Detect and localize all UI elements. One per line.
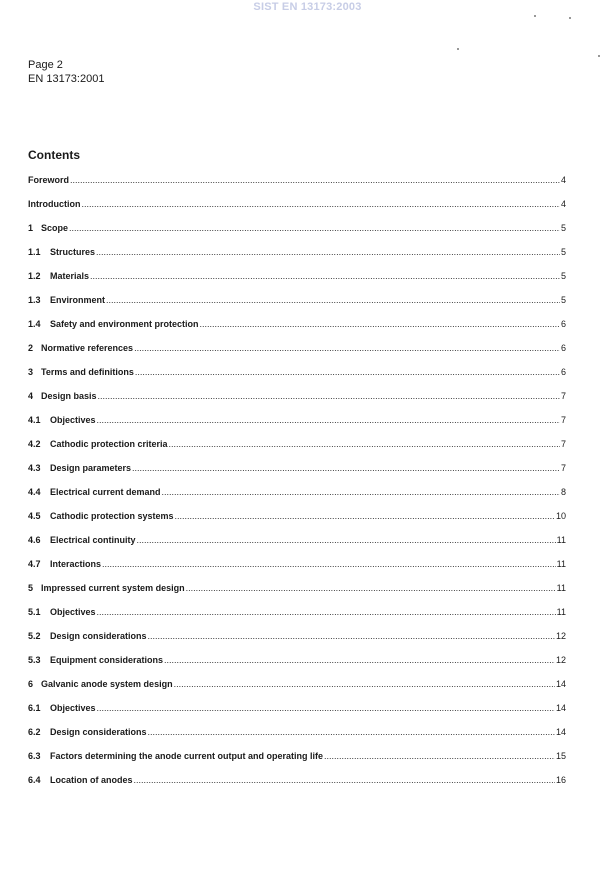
toc-entry-number: 6 bbox=[28, 679, 34, 689]
toc-entry[interactable] bbox=[28, 775, 566, 799]
toc-entry[interactable] bbox=[28, 487, 566, 511]
toc-entry-title: Cathodic protection criteria bbox=[50, 439, 168, 449]
toc-entry[interactable] bbox=[28, 391, 566, 415]
toc-entry-number: 5 bbox=[28, 583, 34, 593]
toc-entry-page: 4 bbox=[560, 175, 566, 185]
toc-dot-leader bbox=[69, 223, 560, 233]
toc-entry-number: 4.1 bbox=[28, 415, 41, 425]
toc-entry-title: Safety and environment protection bbox=[50, 319, 199, 329]
page-number: Page 2 bbox=[28, 59, 63, 71]
toc-entry-number: 4.7 bbox=[28, 559, 41, 569]
toc-entry-number: 6.4 bbox=[28, 775, 41, 785]
toc-entry-page: 10 bbox=[555, 511, 566, 521]
toc-entry[interactable] bbox=[28, 727, 566, 751]
toc-dot-leader bbox=[175, 511, 555, 521]
toc-entry-title: Cathodic protection systems bbox=[50, 511, 174, 521]
toc-entry-page: 16 bbox=[555, 775, 566, 785]
toc-entry-page: 6 bbox=[560, 367, 566, 377]
toc-entry-page: 11 bbox=[556, 583, 566, 593]
toc-entry[interactable] bbox=[28, 343, 566, 367]
toc-entry-page: 14 bbox=[555, 727, 566, 737]
scan-speck bbox=[569, 17, 571, 19]
toc-entry-number: 5.3 bbox=[28, 655, 41, 665]
toc-dot-leader bbox=[134, 343, 560, 353]
toc-entry[interactable] bbox=[28, 751, 566, 775]
toc-entry-title: Electrical current demand bbox=[50, 487, 161, 497]
toc-entry[interactable] bbox=[28, 535, 566, 559]
toc-dot-leader bbox=[169, 439, 560, 449]
toc-entry[interactable] bbox=[28, 439, 566, 463]
toc-entry-title: Terms and definitions bbox=[41, 367, 134, 377]
toc-dot-leader bbox=[134, 775, 555, 785]
toc-entry-title: Normative references bbox=[41, 343, 134, 353]
scan-speck bbox=[598, 55, 600, 57]
toc-entry-title: Foreword bbox=[28, 175, 70, 185]
toc-entry-title: Design basis bbox=[41, 391, 97, 401]
toc-entry-number: 3 bbox=[28, 367, 34, 377]
toc-entry[interactable] bbox=[28, 367, 566, 391]
toc-entry-title: Equipment considerations bbox=[50, 655, 164, 665]
toc-dot-leader bbox=[90, 271, 560, 281]
toc-dot-leader bbox=[106, 295, 560, 305]
toc-entry[interactable] bbox=[28, 271, 566, 295]
toc-entry[interactable] bbox=[28, 583, 566, 607]
toc-entry-number: 4.4 bbox=[28, 487, 41, 497]
toc-entry-number: 1.3 bbox=[28, 295, 41, 305]
toc-entry-number: 4.5 bbox=[28, 511, 41, 521]
toc-dot-leader bbox=[132, 463, 560, 473]
toc-entry-number: 1 bbox=[28, 223, 34, 233]
toc-entry-title: Materials bbox=[50, 271, 90, 281]
toc-entry-title: Location of anodes bbox=[50, 775, 133, 785]
toc-entry-number: 2 bbox=[28, 343, 34, 353]
toc-entry-number: 6.1 bbox=[28, 703, 41, 713]
toc-entry[interactable] bbox=[28, 607, 566, 631]
toc-dot-leader bbox=[70, 175, 560, 185]
document-id: EN 13173:2001 bbox=[28, 73, 105, 85]
toc-entry-title: Introduction bbox=[28, 199, 81, 209]
toc-entry[interactable] bbox=[28, 199, 566, 223]
toc-entry-page: 11 bbox=[556, 559, 566, 569]
toc-entry[interactable] bbox=[28, 319, 566, 343]
contents-heading: Contents bbox=[28, 148, 80, 162]
toc-entry-number: 6.2 bbox=[28, 727, 41, 737]
toc-entry-page: 15 bbox=[555, 751, 566, 761]
toc-entry-title: Design considerations bbox=[50, 727, 147, 737]
toc-dot-leader bbox=[186, 583, 556, 593]
toc-dot-leader bbox=[162, 487, 560, 497]
toc-entry-page: 5 bbox=[560, 271, 566, 281]
toc-entry-number: 4.2 bbox=[28, 439, 41, 449]
toc-entry-title: Objectives bbox=[50, 415, 96, 425]
toc-entry-page: 7 bbox=[560, 463, 566, 473]
toc-entry-title: Galvanic anode system design bbox=[41, 679, 173, 689]
toc-entry-page: 12 bbox=[555, 655, 566, 665]
toc-entry-page: 14 bbox=[555, 679, 566, 689]
toc-dot-leader bbox=[324, 751, 555, 761]
toc-entry-title: Factors determining the anode current output and operating life bbox=[50, 751, 324, 761]
toc-entry-number: 4 bbox=[28, 391, 34, 401]
toc-dot-leader bbox=[148, 631, 555, 641]
toc-entry-page: 12 bbox=[555, 631, 566, 641]
toc-entry-number: 4.6 bbox=[28, 535, 41, 545]
toc-entry-number: 1.4 bbox=[28, 319, 41, 329]
toc-entry-page: 8 bbox=[560, 487, 566, 497]
toc-entry-title: Design considerations bbox=[50, 631, 147, 641]
toc-entry[interactable] bbox=[28, 175, 566, 199]
toc-entry-page: 14 bbox=[555, 703, 566, 713]
toc-entry[interactable] bbox=[28, 247, 566, 271]
toc-entry-number: 1.1 bbox=[28, 247, 41, 257]
toc-entry-title: Scope bbox=[41, 223, 69, 233]
toc-entry-number: 6.3 bbox=[28, 751, 41, 761]
toc-dot-leader bbox=[82, 199, 560, 209]
toc-dot-leader bbox=[102, 559, 556, 569]
toc-dot-leader bbox=[97, 607, 556, 617]
toc-entry-number: 5.1 bbox=[28, 607, 41, 617]
table-of-contents bbox=[28, 175, 566, 799]
toc-entry-page: 7 bbox=[560, 415, 566, 425]
toc-entry[interactable] bbox=[28, 415, 566, 439]
toc-entry-page: 5 bbox=[560, 295, 566, 305]
toc-dot-leader bbox=[98, 391, 560, 401]
toc-entry[interactable] bbox=[28, 703, 566, 727]
toc-entry-title: Electrical continuity bbox=[50, 535, 136, 545]
toc-dot-leader bbox=[135, 367, 560, 377]
scan-speck bbox=[457, 48, 459, 50]
toc-entry-page: 11 bbox=[556, 535, 566, 545]
toc-dot-leader bbox=[137, 535, 556, 545]
toc-entry-page: 11 bbox=[556, 607, 566, 617]
toc-entry-title: Objectives bbox=[50, 703, 96, 713]
toc-dot-leader bbox=[97, 703, 555, 713]
toc-entry-title: Impressed current system design bbox=[41, 583, 185, 593]
toc-entry-title: Design parameters bbox=[50, 463, 132, 473]
toc-entry[interactable] bbox=[28, 511, 566, 535]
scan-speck bbox=[534, 15, 536, 17]
toc-entry-page: 7 bbox=[560, 439, 566, 449]
toc-dot-leader bbox=[174, 679, 555, 689]
toc-entry-page: 6 bbox=[560, 343, 566, 353]
toc-entry[interactable] bbox=[28, 295, 566, 319]
toc-entry-page: 4 bbox=[560, 199, 566, 209]
toc-entry-page: 5 bbox=[560, 247, 566, 257]
toc-entry[interactable] bbox=[28, 559, 566, 583]
toc-entry-page: 7 bbox=[560, 391, 566, 401]
toc-dot-leader bbox=[96, 247, 560, 257]
toc-entry-title: Objectives bbox=[50, 607, 96, 617]
toc-entry-title: Environment bbox=[50, 295, 106, 305]
toc-entry[interactable] bbox=[28, 655, 566, 679]
toc-entry[interactable] bbox=[28, 223, 566, 247]
toc-dot-leader bbox=[200, 319, 560, 329]
toc-entry[interactable] bbox=[28, 631, 566, 655]
toc-dot-leader bbox=[164, 655, 555, 665]
toc-entry[interactable] bbox=[28, 679, 566, 703]
toc-dot-leader bbox=[148, 727, 555, 737]
toc-entry-number: 5.2 bbox=[28, 631, 41, 641]
toc-dot-leader bbox=[97, 415, 560, 425]
toc-entry[interactable] bbox=[28, 463, 566, 487]
toc-entry-number: 4.3 bbox=[28, 463, 41, 473]
toc-entry-title: Interactions bbox=[50, 559, 102, 569]
toc-entry-title: Structures bbox=[50, 247, 96, 257]
toc-entry-page: 5 bbox=[560, 223, 566, 233]
watermark: SIST EN 13173:2003 bbox=[253, 1, 362, 13]
toc-entry-page: 6 bbox=[560, 319, 566, 329]
toc-entry-number: 1.2 bbox=[28, 271, 41, 281]
